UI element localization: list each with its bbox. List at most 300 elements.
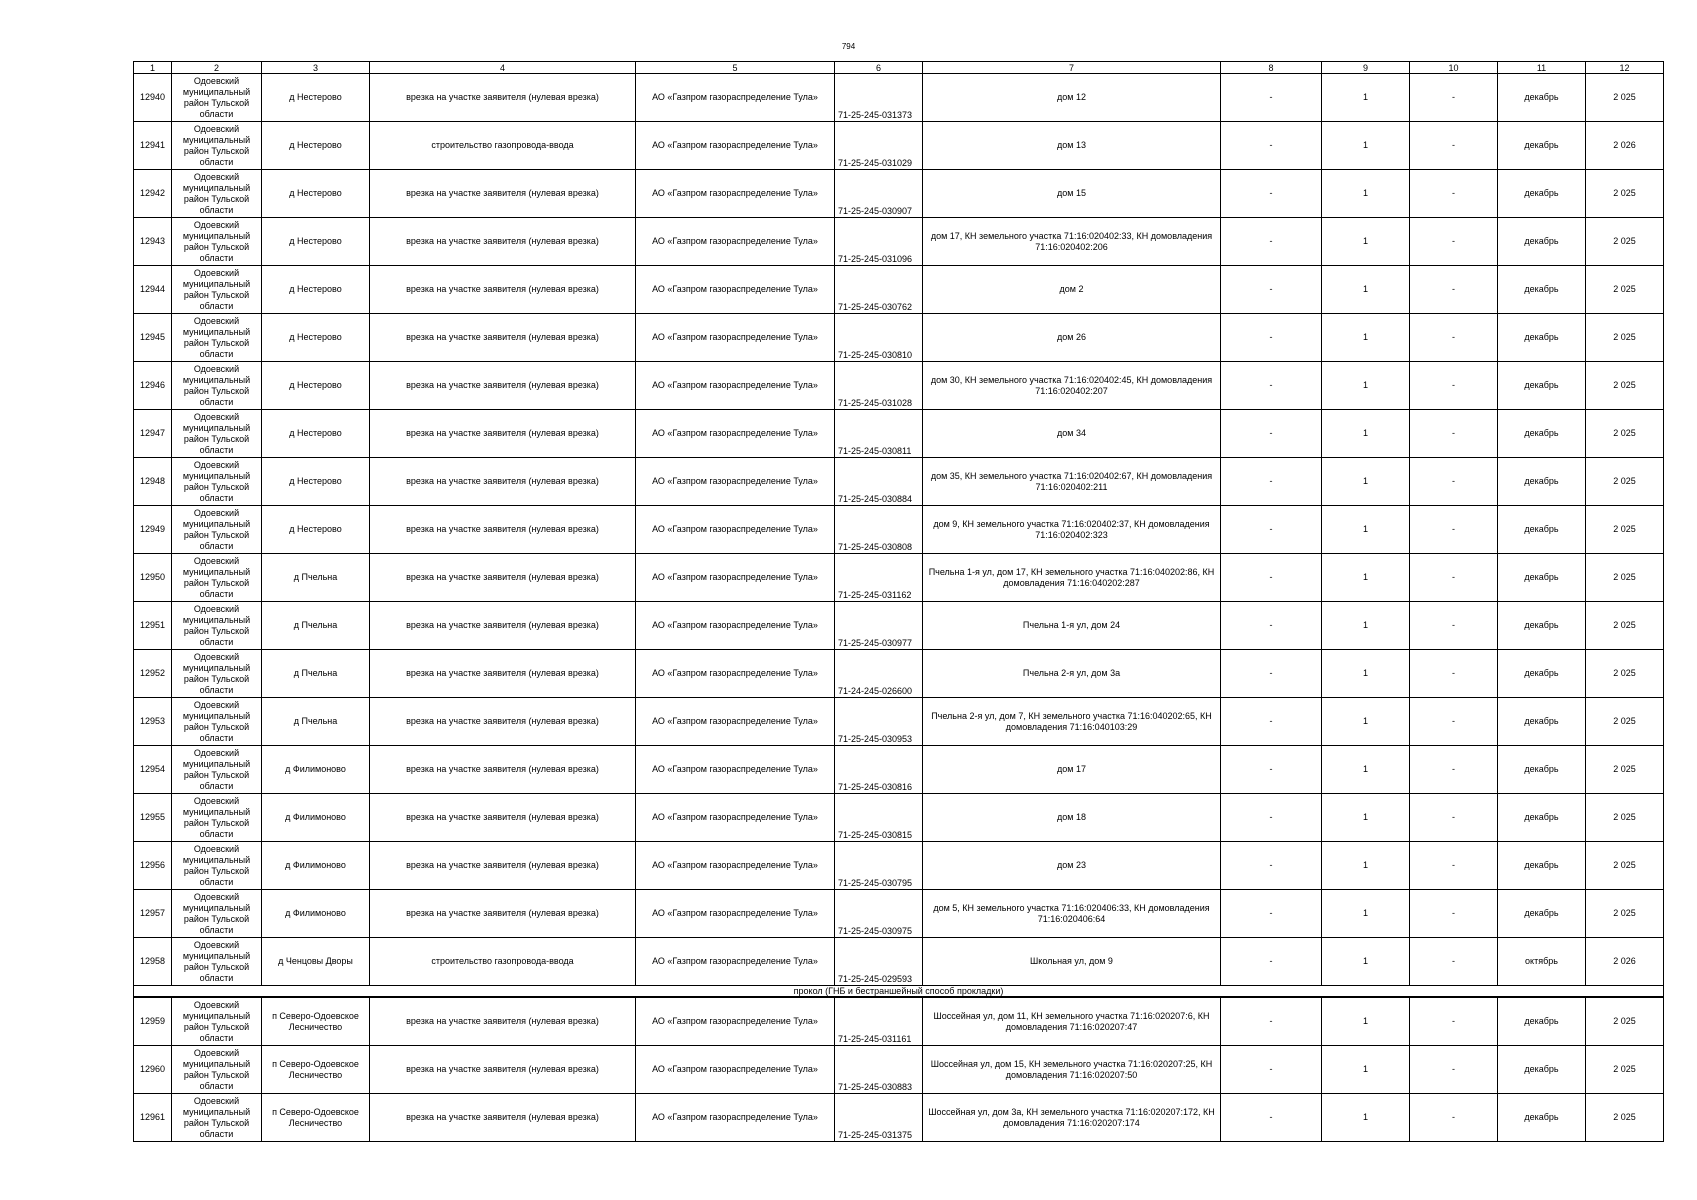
cadastral-cell: 71-25-245-030810 [835,314,923,362]
cadastral-cell: 71-25-245-030816 [835,746,923,794]
column-9-cell: 1 [1322,1046,1410,1094]
district-cell: Одоевский муниципальный район Тульской области [172,1094,262,1142]
table-row [134,746,1664,794]
month-cell: декабрь [1498,602,1586,650]
column-9-cell: 1 [1322,890,1410,938]
row-number: 12941 [134,122,172,170]
row-number: 12943 [134,218,172,266]
column-8-cell: - [1221,602,1322,650]
address-cell: дом 2 [923,266,1221,314]
column-9-cell: 1 [1322,314,1410,362]
organization-cell: АО «Газпром газораспределение Тула» [636,997,835,1046]
column-8-cell: - [1221,746,1322,794]
column-8-cell: - [1221,506,1322,554]
column-10-cell: - [1410,170,1498,218]
column-9-cell: 1 [1322,554,1410,602]
cadastral-cell: 71-25-245-031162 [835,554,923,602]
year-cell: 2 026 [1586,938,1664,986]
cadastral-cell: 71-25-245-030975 [835,890,923,938]
organization-cell: АО «Газпром газораспределение Тула» [636,554,835,602]
address-cell: Пчельна 2-я ул, дом 3а [923,650,1221,698]
row-number: 12953 [134,698,172,746]
settlement-cell: д Нестерово [262,458,370,506]
district-cell: Одоевский муниципальный район Тульской области [172,266,262,314]
year-cell: 2 025 [1586,554,1664,602]
settlement-cell: д Нестерово [262,218,370,266]
table-row [134,698,1664,746]
row-number: 12945 [134,314,172,362]
column-9-cell: 1 [1322,122,1410,170]
table-row [134,938,1664,986]
year-cell: 2 025 [1586,997,1664,1046]
settlement-cell: д Филимоново [262,794,370,842]
address-cell: дом 17, КН земельного участка 71:16:020402:33, КН домовладения 71:16:020402:206 [923,218,1221,266]
column-9-cell: 1 [1322,362,1410,410]
column-8-cell: - [1221,650,1322,698]
work-type-cell: строительство газопровода-ввода [370,122,636,170]
settlement-cell: д Пчельна [262,554,370,602]
settlement-cell: д Ченцовы Дворы [262,938,370,986]
cadastral-cell: 71-25-245-029593 [835,938,923,986]
column-9-cell: 1 [1322,842,1410,890]
column-10-cell: - [1410,938,1498,986]
year-cell: 2 025 [1586,1046,1664,1094]
settlement-cell: д Нестерово [262,74,370,122]
column-10-cell: - [1410,1094,1498,1142]
settlement-cell: д Филимоново [262,890,370,938]
work-type-cell: врезка на участке заявителя (нулевая врезка) [370,997,636,1046]
address-cell: Пчельна 1-я ул, дом 17, КН земельного участка 71:16:040202:86, КН домовладения 71:16:040202:287 [923,554,1221,602]
organization-cell: АО «Газпром газораспределение Тула» [636,794,835,842]
table-row [134,74,1664,122]
year-cell: 2 025 [1586,1094,1664,1142]
table-row [134,122,1664,170]
cadastral-cell: 71-25-245-030953 [835,698,923,746]
district-cell: Одоевский муниципальный район Тульской области [172,362,262,410]
column-8-cell: - [1221,698,1322,746]
table-row [134,362,1664,410]
year-cell: 2 025 [1586,266,1664,314]
month-cell: декабрь [1498,410,1586,458]
address-cell: дом 26 [923,314,1221,362]
column-10-cell: - [1410,746,1498,794]
district-cell: Одоевский муниципальный район Тульской области [172,218,262,266]
month-cell: декабрь [1498,746,1586,794]
month-cell: декабрь [1498,698,1586,746]
table-row [134,650,1664,698]
row-number: 12946 [134,362,172,410]
work-type-cell: врезка на участке заявителя (нулевая врезка) [370,842,636,890]
organization-cell: АО «Газпром газораспределение Тула» [636,890,835,938]
month-cell: декабрь [1498,74,1586,122]
row-number: 12940 [134,74,172,122]
page-number: 794 [841,42,856,51]
address-cell: дом 30, КН земельного участка 71:16:020402:45, КН домовладения 71:16:020402:207 [923,362,1221,410]
column-header-3: 3 [262,62,370,74]
column-8-cell: - [1221,314,1322,362]
work-type-cell: врезка на участке заявителя (нулевая врезка) [370,698,636,746]
column-9-cell: 1 [1322,506,1410,554]
cadastral-cell: 71-25-245-031375 [835,1094,923,1142]
column-header-11: 11 [1498,62,1586,74]
cadastral-cell: 71-25-245-030884 [835,458,923,506]
column-9-cell: 1 [1322,266,1410,314]
settlement-cell: д Филимоново [262,746,370,794]
year-cell: 2 025 [1586,794,1664,842]
column-8-cell: - [1221,794,1322,842]
table-body [134,74,1664,1142]
column-10-cell: - [1410,997,1498,1046]
month-cell: декабрь [1498,842,1586,890]
row-number: 12956 [134,842,172,890]
column-9-cell: 1 [1322,794,1410,842]
cadastral-cell: 71-25-245-031161 [835,997,923,1046]
column-10-cell: - [1410,314,1498,362]
district-cell: Одоевский муниципальный район Тульской области [172,410,262,458]
month-cell: декабрь [1498,218,1586,266]
column-10-cell: - [1410,698,1498,746]
column-10-cell: - [1410,362,1498,410]
district-cell: Одоевский муниципальный район Тульской области [172,997,262,1046]
table-row [134,170,1664,218]
district-cell: Одоевский муниципальный район Тульской области [172,842,262,890]
year-cell: 2 025 [1586,698,1664,746]
column-header-9: 9 [1322,62,1410,74]
year-cell: 2 025 [1586,218,1664,266]
district-cell: Одоевский муниципальный район Тульской области [172,314,262,362]
district-cell: Одоевский муниципальный район Тульской области [172,698,262,746]
settlement-cell: д Нестерово [262,506,370,554]
table-row [134,554,1664,602]
month-cell: декабрь [1498,506,1586,554]
month-cell: декабрь [1498,122,1586,170]
settlement-cell: д Пчельна [262,698,370,746]
year-cell: 2 025 [1586,314,1664,362]
table-row [134,266,1664,314]
organization-cell: АО «Газпром газораспределение Тула» [636,1094,835,1142]
organization-cell: АО «Газпром газораспределение Тула» [636,602,835,650]
year-cell: 2 025 [1586,506,1664,554]
year-cell: 2 025 [1586,650,1664,698]
column-8-cell: - [1221,1046,1322,1094]
column-8-cell: - [1221,890,1322,938]
column-8-cell: - [1221,1094,1322,1142]
column-9-cell: 1 [1322,218,1410,266]
column-8-cell: - [1221,266,1322,314]
address-cell: дом 15 [923,170,1221,218]
row-number: 12952 [134,650,172,698]
year-cell: 2 025 [1586,890,1664,938]
work-type-cell: врезка на участке заявителя (нулевая врезка) [370,218,636,266]
section-label: прокол (ГНБ и бестраншейный способ прокладки) [134,986,1664,998]
cadastral-cell: 71-25-245-030815 [835,794,923,842]
year-cell: 2 025 [1586,170,1664,218]
column-10-cell: - [1410,1046,1498,1094]
section-row [134,986,1664,998]
month-cell: декабрь [1498,458,1586,506]
settlement-cell: д Нестерово [262,410,370,458]
column-10-cell: - [1410,650,1498,698]
address-cell: дом 12 [923,74,1221,122]
row-number: 12942 [134,170,172,218]
month-cell: декабрь [1498,362,1586,410]
organization-cell: АО «Газпром газораспределение Тула» [636,842,835,890]
address-cell: дом 9, КН земельного участка 71:16:020402:37, КН домовладения 71:16:020402:323 [923,506,1221,554]
settlement-cell: д Пчельна [262,650,370,698]
district-cell: Одоевский муниципальный район Тульской области [172,170,262,218]
district-cell: Одоевский муниципальный район Тульской области [172,794,262,842]
row-number: 12958 [134,938,172,986]
column-8-cell: - [1221,554,1322,602]
cadastral-cell: 71-25-245-031373 [835,74,923,122]
cadastral-cell: 71-25-245-031029 [835,122,923,170]
month-cell: декабрь [1498,650,1586,698]
row-number: 12959 [134,997,172,1046]
organization-cell: АО «Газпром газораспределение Тула» [636,218,835,266]
column-header-5: 5 [636,62,835,74]
column-10-cell: - [1410,122,1498,170]
work-type-cell: врезка на участке заявителя (нулевая врезка) [370,746,636,794]
column-9-cell: 1 [1322,74,1410,122]
month-cell: октябрь [1498,938,1586,986]
column-header-4: 4 [370,62,636,74]
table-header [134,62,1664,74]
district-cell: Одоевский муниципальный район Тульской области [172,650,262,698]
address-cell: Шоссейная ул, дом 11, КН земельного участка 71:16:020207:6, КН домовладения 71:16:020207:47 [923,997,1221,1046]
table-row [134,602,1664,650]
work-type-cell: врезка на участке заявителя (нулевая врезка) [370,890,636,938]
column-header-7: 7 [923,62,1221,74]
work-type-cell: врезка на участке заявителя (нулевая врезка) [370,410,636,458]
settlement-cell: д Пчельна [262,602,370,650]
organization-cell: АО «Газпром газораспределение Тула» [636,122,835,170]
table-row [134,997,1664,1046]
district-cell: Одоевский муниципальный район Тульской области [172,74,262,122]
month-cell: декабрь [1498,794,1586,842]
column-8-cell: - [1221,938,1322,986]
table-row [134,1046,1664,1094]
month-cell: декабрь [1498,554,1586,602]
month-cell: декабрь [1498,1046,1586,1094]
column-8-cell: - [1221,362,1322,410]
row-number: 12944 [134,266,172,314]
settlement-cell: п Северо-Одоевское Лесничество [262,1046,370,1094]
settlement-cell: д Нестерово [262,266,370,314]
settlement-cell: д Нестерово [262,314,370,362]
organization-cell: АО «Газпром газораспределение Тула» [636,458,835,506]
address-cell: дом 18 [923,794,1221,842]
organization-cell: АО «Газпром газораспределение Тула» [636,1046,835,1094]
work-type-cell: врезка на участке заявителя (нулевая врезка) [370,74,636,122]
organization-cell: АО «Газпром газораспределение Тула» [636,266,835,314]
register-table [133,61,1664,1142]
column-10-cell: - [1410,74,1498,122]
month-cell: декабрь [1498,1094,1586,1142]
column-10-cell: - [1410,602,1498,650]
month-cell: декабрь [1498,890,1586,938]
organization-cell: АО «Газпром газораспределение Тула» [636,74,835,122]
column-8-cell: - [1221,842,1322,890]
cadastral-cell: 71-25-245-030883 [835,1046,923,1094]
district-cell: Одоевский муниципальный район Тульской области [172,122,262,170]
organization-cell: АО «Газпром газораспределение Тула» [636,938,835,986]
organization-cell: АО «Газпром газораспределение Тула» [636,650,835,698]
address-cell: дом 23 [923,842,1221,890]
address-cell: Школьная ул, дом 9 [923,938,1221,986]
cadastral-cell: 71-25-245-030811 [835,410,923,458]
row-number: 12947 [134,410,172,458]
month-cell: декабрь [1498,314,1586,362]
row-number: 12960 [134,1046,172,1094]
column-9-cell: 1 [1322,1094,1410,1142]
table-row [134,218,1664,266]
header-row [134,62,1664,74]
organization-cell: АО «Газпром газораспределение Тула» [636,506,835,554]
year-cell: 2 025 [1586,458,1664,506]
district-cell: Одоевский муниципальный район Тульской области [172,890,262,938]
cadastral-cell: 71-25-245-030907 [835,170,923,218]
organization-cell: АО «Газпром газораспределение Тула» [636,746,835,794]
column-9-cell: 1 [1322,746,1410,794]
column-9-cell: 1 [1322,602,1410,650]
cadastral-cell: 71-25-245-030795 [835,842,923,890]
work-type-cell: врезка на участке заявителя (нулевая врезка) [370,1046,636,1094]
row-number: 12949 [134,506,172,554]
address-cell: Шоссейная ул, дом 15, КН земельного участка 71:16:020207:25, КН домовладения 71:16:020207:50 [923,1046,1221,1094]
column-8-cell: - [1221,170,1322,218]
column-10-cell: - [1410,410,1498,458]
work-type-cell: врезка на участке заявителя (нулевая врезка) [370,458,636,506]
column-8-cell: - [1221,218,1322,266]
column-9-cell: 1 [1322,410,1410,458]
organization-cell: АО «Газпром газораспределение Тула» [636,410,835,458]
work-type-cell: врезка на участке заявителя (нулевая врезка) [370,1094,636,1142]
column-9-cell: 1 [1322,650,1410,698]
row-number: 12957 [134,890,172,938]
column-9-cell: 1 [1322,170,1410,218]
column-10-cell: - [1410,266,1498,314]
column-header-12: 12 [1586,62,1664,74]
year-cell: 2 025 [1586,842,1664,890]
year-cell: 2 025 [1586,74,1664,122]
settlement-cell: п Северо-Одоевское Лесничество [262,1094,370,1142]
settlement-cell: д Нестерово [262,170,370,218]
district-cell: Одоевский муниципальный район Тульской области [172,506,262,554]
column-header-8: 8 [1221,62,1322,74]
year-cell: 2 026 [1586,122,1664,170]
district-cell: Одоевский муниципальный район Тульской области [172,1046,262,1094]
column-9-cell: 1 [1322,458,1410,506]
month-cell: декабрь [1498,997,1586,1046]
organization-cell: АО «Газпром газораспределение Тула» [636,170,835,218]
address-cell: дом 17 [923,746,1221,794]
row-number: 12961 [134,1094,172,1142]
table-row [134,506,1664,554]
work-type-cell: врезка на участке заявителя (нулевая врезка) [370,506,636,554]
cadastral-cell: 71-25-245-030808 [835,506,923,554]
work-type-cell: врезка на участке заявителя (нулевая врезка) [370,602,636,650]
work-type-cell: врезка на участке заявителя (нулевая врезка) [370,170,636,218]
column-10-cell: - [1410,794,1498,842]
cadastral-cell: 71-25-245-030762 [835,266,923,314]
settlement-cell: д Нестерово [262,362,370,410]
address-cell: дом 35, КН земельного участка 71:16:020402:67, КН домовладения 71:16:020402:211 [923,458,1221,506]
row-number: 12954 [134,746,172,794]
column-10-cell: - [1410,218,1498,266]
work-type-cell: врезка на участке заявителя (нулевая врезка) [370,266,636,314]
table-row [134,794,1664,842]
address-cell: дом 13 [923,122,1221,170]
row-number: 12951 [134,602,172,650]
table-row [134,1094,1664,1142]
column-header-2: 2 [172,62,262,74]
table-row [134,410,1664,458]
work-type-cell: врезка на участке заявителя (нулевая врезка) [370,554,636,602]
work-type-cell: врезка на участке заявителя (нулевая врезка) [370,650,636,698]
district-cell: Одоевский муниципальный район Тульской области [172,554,262,602]
settlement-cell: д Филимоново [262,842,370,890]
work-type-cell: строительство газопровода-ввода [370,938,636,986]
district-cell: Одоевский муниципальный район Тульской области [172,602,262,650]
column-10-cell: - [1410,890,1498,938]
organization-cell: АО «Газпром газораспределение Тула» [636,362,835,410]
column-10-cell: - [1410,554,1498,602]
column-8-cell: - [1221,997,1322,1046]
column-9-cell: 1 [1322,698,1410,746]
column-8-cell: - [1221,74,1322,122]
table-row [134,314,1664,362]
organization-cell: АО «Газпром газораспределение Тула» [636,698,835,746]
month-cell: декабрь [1498,170,1586,218]
column-header-10: 10 [1410,62,1498,74]
cadastral-cell: 71-25-245-031028 [835,362,923,410]
column-header-1: 1 [134,62,172,74]
row-number: 12950 [134,554,172,602]
district-cell: Одоевский муниципальный район Тульской области [172,458,262,506]
row-number: 12948 [134,458,172,506]
year-cell: 2 025 [1586,746,1664,794]
address-cell: Пчельна 1-я ул, дом 24 [923,602,1221,650]
year-cell: 2 025 [1586,362,1664,410]
column-10-cell: - [1410,458,1498,506]
address-cell: Пчельна 2-я ул, дом 7, КН земельного участка 71:16:040202:65, КН домовладения 71:16:040103:29 [923,698,1221,746]
column-8-cell: - [1221,122,1322,170]
year-cell: 2 025 [1586,602,1664,650]
cadastral-cell: 71-25-245-030977 [835,602,923,650]
settlement-cell: п Северо-Одоевское Лесничество [262,997,370,1046]
organization-cell: АО «Газпром газораспределение Тула» [636,314,835,362]
row-number: 12955 [134,794,172,842]
settlement-cell: д Нестерово [262,122,370,170]
column-9-cell: 1 [1322,938,1410,986]
address-cell: Шоссейная ул, дом 3а, КН земельного участка 71:16:020207:172, КН домовладения 71:16:020207:174 [923,1094,1221,1142]
cadastral-cell: 71-25-245-031096 [835,218,923,266]
month-cell: декабрь [1498,266,1586,314]
year-cell: 2 025 [1586,410,1664,458]
work-type-cell: врезка на участке заявителя (нулевая врезка) [370,794,636,842]
district-cell: Одоевский муниципальный район Тульской области [172,938,262,986]
column-10-cell: - [1410,842,1498,890]
column-header-6: 6 [835,62,923,74]
work-type-cell: врезка на участке заявителя (нулевая врезка) [370,362,636,410]
address-cell: дом 34 [923,410,1221,458]
column-8-cell: - [1221,410,1322,458]
column-9-cell: 1 [1322,997,1410,1046]
column-8-cell: - [1221,458,1322,506]
table-row [134,458,1664,506]
table-row [134,842,1664,890]
work-type-cell: врезка на участке заявителя (нулевая врезка) [370,314,636,362]
